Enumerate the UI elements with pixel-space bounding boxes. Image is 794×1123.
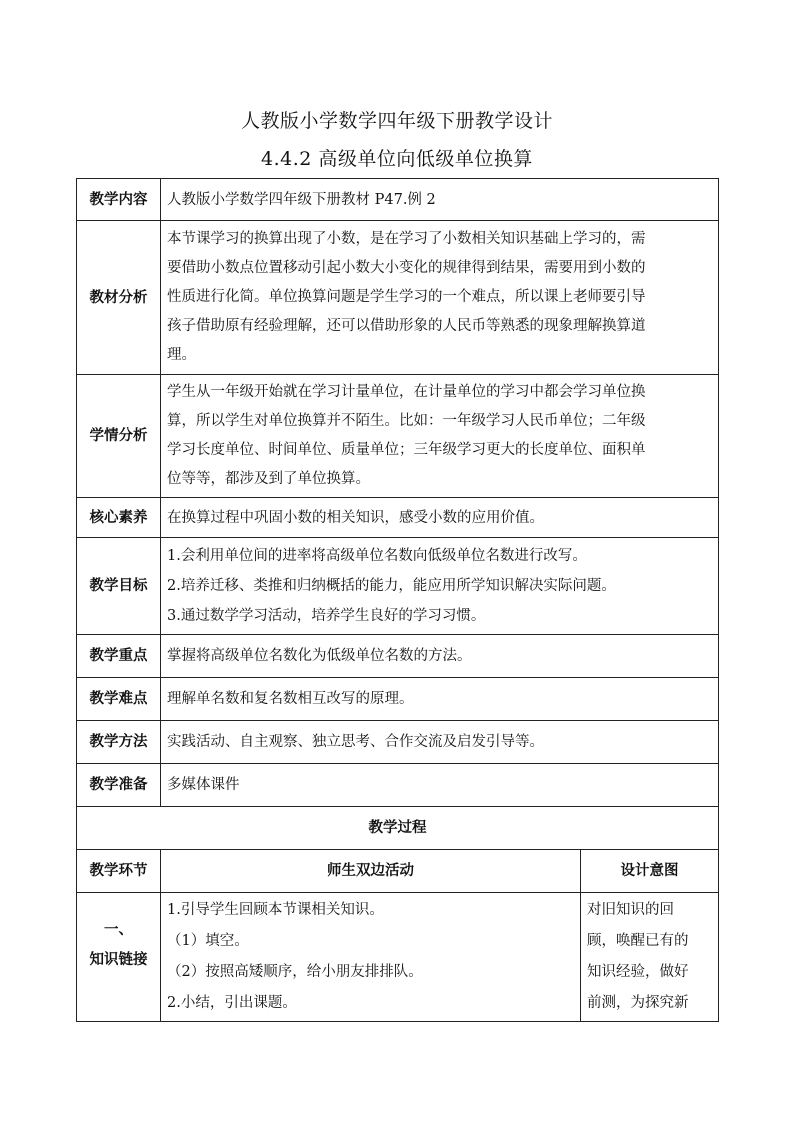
label-material: 教材分析: [77, 221, 161, 375]
value-key: 掌握将高级单位名数化为低级单位名数的方法。: [161, 635, 719, 678]
stage-1-label: [77, 893, 161, 1022]
label-students: 学情分析: [77, 375, 161, 498]
value-difficult: 理解单名数和复名数相互改写的原理。: [161, 678, 719, 721]
row-key: [77, 635, 719, 678]
activity-line: （1）填空。: [167, 933, 249, 949]
document-subtitle: 4.4.2 高级单位向低级单位换算: [261, 148, 533, 170]
process-heading: 教学过程: [77, 807, 719, 850]
value-content: 人教版小学数学四年级下册教材 P47.例 2: [161, 179, 719, 221]
row-process-heading: [77, 807, 719, 850]
row-difficult: [77, 678, 719, 721]
goal-line: 2.培养迁移、类推和归纳概括的能力，能应用所学知识解决实际问题。: [167, 578, 616, 594]
row-stage-1: [77, 893, 719, 1022]
label-goals: 教学目标: [77, 538, 161, 635]
students-line: 学生从一年级开始就在学习计量单位，在计量单位的学习中都会学习单位换: [167, 384, 646, 400]
students-line: 算，所以学生对单位换算并不陌生。比如：一年级学习人民币单位；二年级: [167, 413, 646, 429]
value-material: [161, 221, 719, 375]
activity-line: （2）按照高矮顺序，给小朋友排排队。: [167, 964, 423, 980]
stage-1-number: 一、: [104, 922, 133, 938]
value-method: 实践活动、自主观察、独立思考、合作交流及启发引导等。: [161, 721, 719, 764]
row-method: [77, 721, 719, 764]
intent-line: 前测，为探究新: [587, 995, 689, 1011]
label-prep: 教学准备: [77, 764, 161, 807]
value-core: 在换算过程中巩固小数的相关知识，感受小数的应用价值。: [161, 498, 719, 538]
stage-1-activity: [161, 893, 581, 1022]
lesson-plan-table: [76, 178, 719, 1022]
material-line: 本节课学习的换算出现了小数，是在学习了小数相关知识基础上学习的，需: [167, 231, 646, 247]
col-activity-header: 师生双边活动: [161, 850, 581, 893]
goal-line: 1.会利用单位间的进率将高级单位名数向低级单位名数进行改写。: [167, 548, 587, 564]
intent-line: 对旧知识的回: [587, 902, 674, 918]
students-line: 位等等，都涉及到了单位换算。: [167, 471, 370, 487]
material-line: 孩子借助原有经验理解，还可以借助形象的人民币等熟悉的现象理解换算道: [167, 318, 646, 334]
stage-1-intent: [581, 893, 719, 1022]
row-goals: [77, 538, 719, 635]
goal-line: 3.通过数学学习活动，培养学生良好的学习习惯。: [167, 608, 486, 624]
label-method: 教学方法: [77, 721, 161, 764]
document-title: 人教版小学数学四年级下册教学设计: [240, 110, 553, 132]
value-students: [161, 375, 719, 498]
material-line: 性质进行化简。单位换算问题是学生学习的一个难点，所以课上老师要引导: [167, 289, 646, 305]
row-prep: [77, 764, 719, 807]
value-goals: [161, 538, 719, 635]
label-core: 核心素养: [77, 498, 161, 538]
activity-line: 1.引导学生回顾本节课相关知识。: [167, 902, 384, 918]
intent-line: 顾，唤醒已有的: [587, 933, 689, 949]
label-key: 教学重点: [77, 635, 161, 678]
col-intent-header: 设计意图: [581, 850, 719, 893]
students-line: 学习长度单位、时间单位、质量单位；三年级学习更大的长度单位、面积单: [167, 442, 646, 458]
material-line: 要借助小数点位置移动引起小数大小变化的规律得到结果，需要用到小数的: [167, 260, 646, 276]
label-difficult: 教学难点: [77, 678, 161, 721]
label-content: 教学内容: [77, 179, 161, 221]
row-core: [77, 498, 719, 538]
stage-1-name: 知识链接: [89, 952, 148, 968]
activity-line: 2.小结，引出课题。: [167, 995, 297, 1011]
value-prep: 多媒体课件: [161, 764, 719, 807]
row-students: [77, 375, 719, 498]
material-line: 理。: [167, 347, 196, 363]
intent-line: 知识经验，做好: [587, 964, 689, 980]
row-content: [77, 179, 719, 221]
row-material: [77, 221, 719, 375]
col-stage-header: 教学环节: [77, 850, 161, 893]
row-process-columns: [77, 850, 719, 893]
